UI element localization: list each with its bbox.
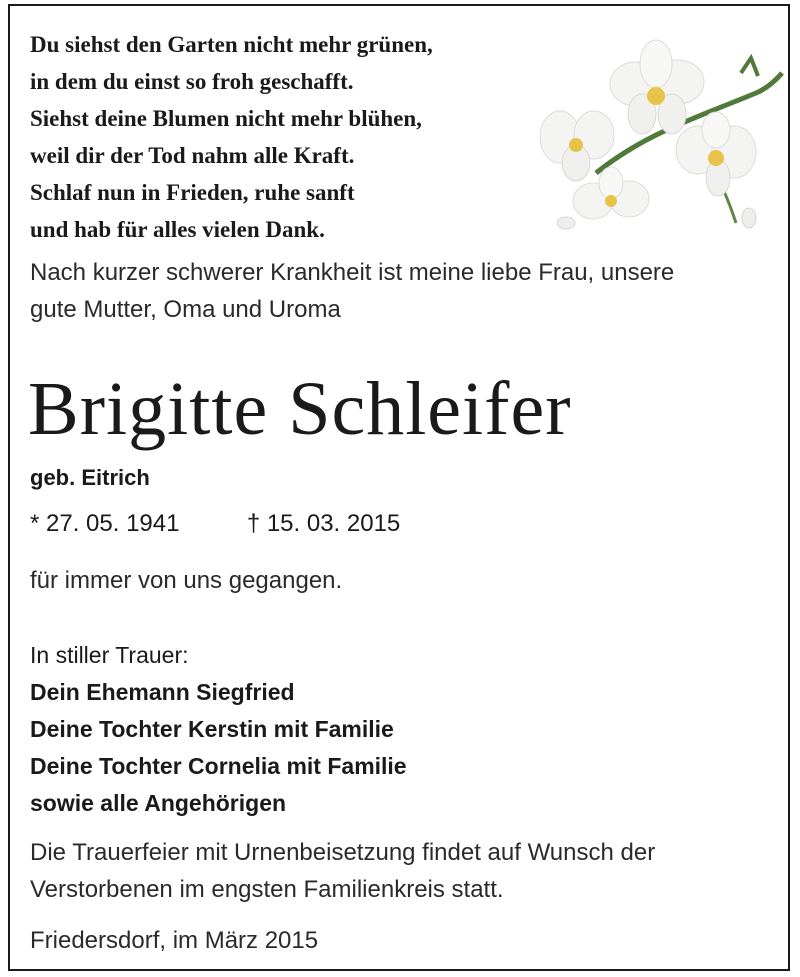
birth-name: geb. Eitrich (30, 465, 150, 490)
funeral-note (30, 834, 655, 908)
intro-line: gute Mutter, Oma und Uroma (30, 296, 341, 323)
deceased-name: Brigitte Schleifer (28, 367, 572, 451)
poem-line: Du siehst den Garten nicht mehr grünen, (30, 32, 433, 57)
poem-line: Schlaf nun in Frieden, ruhe sanft (30, 180, 355, 205)
mourner: Deine Tochter Cornelia mit Familie (30, 753, 407, 779)
intro-text (30, 254, 674, 328)
mourner: Deine Tochter Kerstin mit Familie (30, 716, 394, 742)
mourning-intro: In stiller Trauer: (30, 642, 189, 668)
poem-line: weil dir der Tod nahm alle Kraft. (30, 143, 355, 168)
funeral-note-line: Die Trauerfeier mit Urnenbeisetzung findet auf Wunsch der (30, 839, 656, 866)
place-date: Friedersdorf, im März 2015 (30, 927, 319, 954)
memorial-poem (30, 26, 433, 248)
mourners-list (30, 637, 407, 822)
intro-line: Nach kurzer schwerer Krankheit ist meine liebe Frau, unsere (30, 259, 675, 286)
birth-date: * 27. 05. 1941 (30, 510, 180, 537)
mourner: Dein Ehemann Siegfried (30, 679, 295, 705)
mourner: sowie alle Angehörigen (30, 790, 287, 816)
funeral-note-line: Verstorbenen im engsten Familienkreis statt. (30, 876, 504, 903)
poem-line: und hab für alles vielen Dank. (30, 217, 325, 242)
life-dates (30, 510, 400, 538)
orchid-image (536, 18, 786, 238)
passing-text: für immer von uns gegangen. (30, 567, 343, 594)
poem-line: Siehst deine Blumen nicht mehr blühen, (30, 106, 422, 131)
death-date: † 15. 03. 2015 (246, 510, 401, 537)
poem-line: in dem du einst so froh geschafft. (30, 69, 354, 94)
